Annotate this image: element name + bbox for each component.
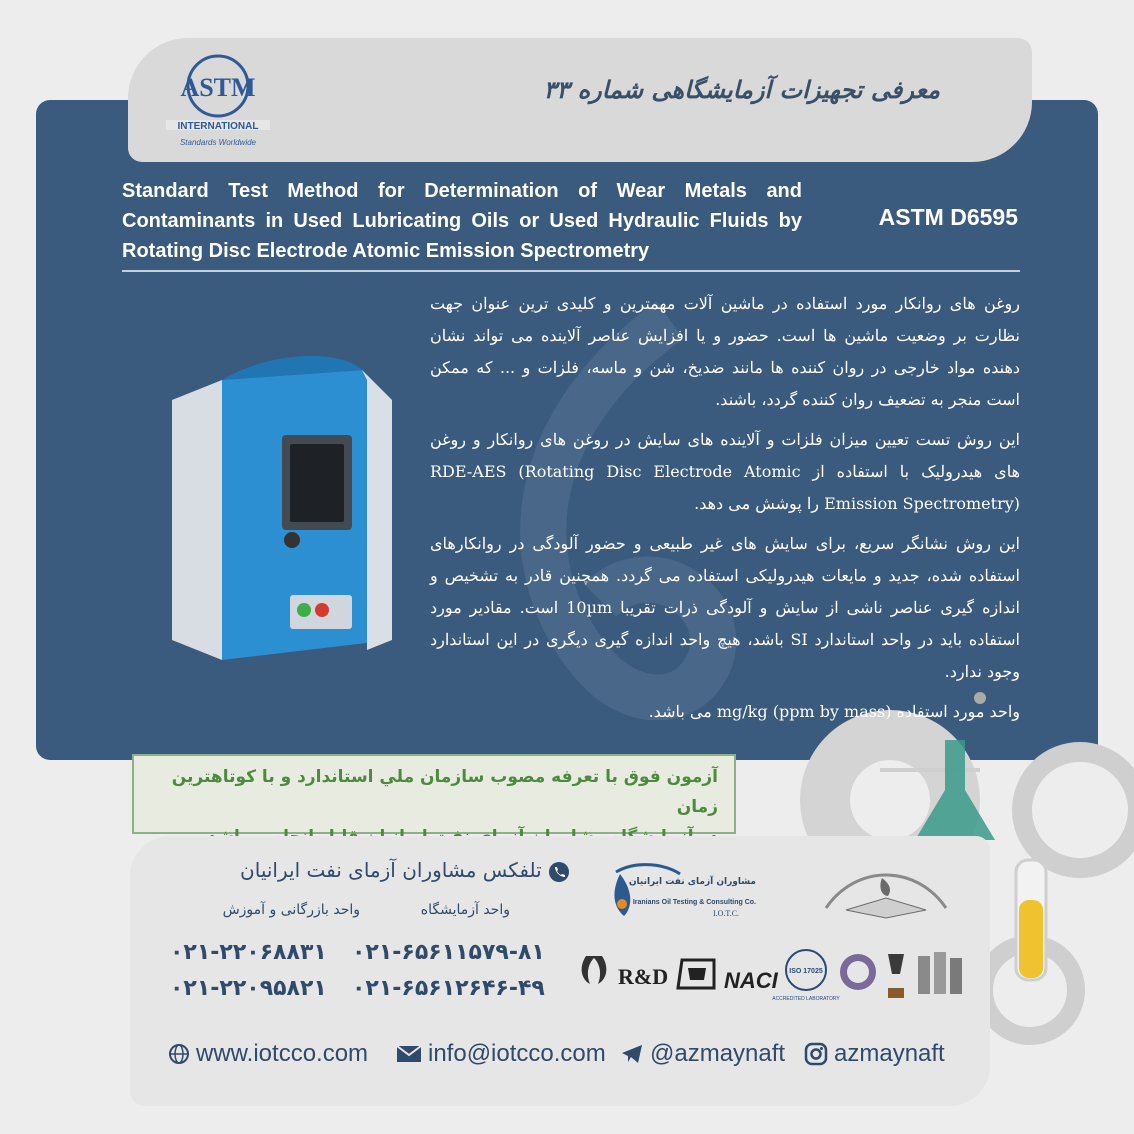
svg-text:مشاوران آزمای نفت ایرانیان: مشاوران آزمای نفت ایرانیان xyxy=(628,877,756,887)
standard-mark-icon xyxy=(678,960,714,988)
phone-sales-2[interactable]: ۰۲۱-۲۲۰۹۵۸۲۱ xyxy=(170,976,327,1001)
award-statues-icon xyxy=(918,952,962,994)
astm-logo xyxy=(166,48,270,152)
globe-icon xyxy=(168,1043,190,1065)
telefax-heading xyxy=(170,858,570,883)
label-lab-unit: واحد آزمایشگاه xyxy=(420,902,510,918)
rd-logo: R&D xyxy=(618,964,669,989)
svg-text:Iranians Oil Testing & Consult: Iranians Oil Testing & Consulting Co. xyxy=(632,899,756,906)
website-text: www.iotcco.com xyxy=(196,1040,369,1067)
naci-logo: NACI xyxy=(724,968,778,993)
envelope-icon xyxy=(396,1044,422,1064)
email-link[interactable] xyxy=(396,1040,606,1068)
iotc-logo xyxy=(606,862,756,922)
certification-logos xyxy=(578,944,974,1004)
standard-code: ASTM D6595 xyxy=(878,204,1018,230)
email-text: info@iotcco.com xyxy=(428,1040,606,1067)
telegram-icon xyxy=(620,1043,644,1065)
instagram-text: azmaynaft xyxy=(834,1040,945,1067)
association-emblem xyxy=(796,858,976,922)
label-sales-unit: واحد بازرگانی و آموزش xyxy=(222,902,360,918)
svg-text:ASTM: ASTM xyxy=(180,73,256,102)
spectrometer-device-image xyxy=(162,340,402,670)
instagram-link[interactable] xyxy=(804,1040,945,1068)
body-paragraph-1: روغن های روانکار مورد استفاده در ماشین آلات مهمترین و کلیدی ترین عنوان جهت نظارت بر وضعیت ماشین ها است. حضور و یا افزایش عناصر آلاینده می تواند نشان دهنده مواد خارجی در روان کننده ها مانند ضدیخ، شن و ماسه، فلزات و ... که ممکن است منجر به تضعیف روان کننده گردد، باشند. xyxy=(430,294,1020,409)
body-paragraph-4: واحد مورد استفاده mg/kg (ppm by mass) می باشد. xyxy=(648,702,1020,721)
website-link[interactable] xyxy=(168,1040,368,1068)
telefax-heading-text: تلفکس مشاوران آزمای نفت ایرانیان xyxy=(240,858,542,882)
svg-text:Standards Worldwide: Standards Worldwide xyxy=(179,138,257,147)
notice-line-1: آزمون فوق با تعرفه مصوب سازمان ملي استاندارد و با کوتاهترین زمان xyxy=(171,767,718,817)
telegram-link[interactable] xyxy=(620,1040,785,1068)
iso-badge xyxy=(772,950,840,1002)
iran-emblem-icon xyxy=(582,956,607,984)
seal-icon xyxy=(840,954,876,990)
phone-lab-2[interactable]: ۰۲۱-۶۵۶۱۲۶۴۶-۴۹ xyxy=(352,976,545,1001)
body-paragraph-3: این روش نشانگر سریع، برای سایش های غیر طبیعی و حضور آلودگی در روانکارهای استفاده شده، جدید و مایعات هیدرولیکی استفاده می گردد. همچنین قادر به تشخیص و اندازه گیری عناصر ناشی از سایش و آلودگی ذرات تقریبا 10µm است. مقادیر مورد استفاده باید در واحد استاندارد SI باشد، هیچ واحد اندازه گیری دیگری در این استاندارد وجود ندارد. xyxy=(430,534,1021,681)
svg-text:ACCREDITED LABORATORY: ACCREDITED LABORATORY xyxy=(772,996,840,1002)
phone-icon xyxy=(548,861,570,883)
svg-text:ISO 17025: ISO 17025 xyxy=(789,968,823,975)
svg-text:INTERNATIONAL: INTERNATIONAL xyxy=(177,121,259,132)
body-text xyxy=(430,288,1020,736)
standard-title-en: Standard Test Method for Determination of Wear Metals and Contaminants in Used Lubricating Oils or Used Hydraulic Fluids by Rotating Disc Electrode Atomic Emission Spectrometry xyxy=(122,180,802,262)
trophy-icon xyxy=(888,954,904,998)
notice-box xyxy=(132,754,736,834)
phone-sales-1[interactable]: ۰۲۱-۲۲۰۶۸۸۳۱ xyxy=(170,940,327,965)
svg-text:I.O.T.C.: I.O.T.C. xyxy=(712,909,740,918)
body-paragraph-2: این روش تست تعیین میزان فلزات و آلاینده های سایش در روغن های روانکار و روغن های هیدرولیک با استفاده از RDE-AES (Rotating Disc Electrode Atomic Emission Spectrometry) را پوشش می دهد. xyxy=(430,430,1021,513)
instagram-icon xyxy=(804,1042,828,1066)
title-divider xyxy=(122,270,1020,272)
telegram-text: @azmaynaft xyxy=(650,1040,786,1067)
phone-lab-1[interactable]: ۰۲۱-۶۵۶۱۱۵۷۹-۸۱ xyxy=(352,940,545,965)
banner-title: معرفی تجهیزات آزمایشگاهی شماره ۳۳ xyxy=(543,76,940,104)
